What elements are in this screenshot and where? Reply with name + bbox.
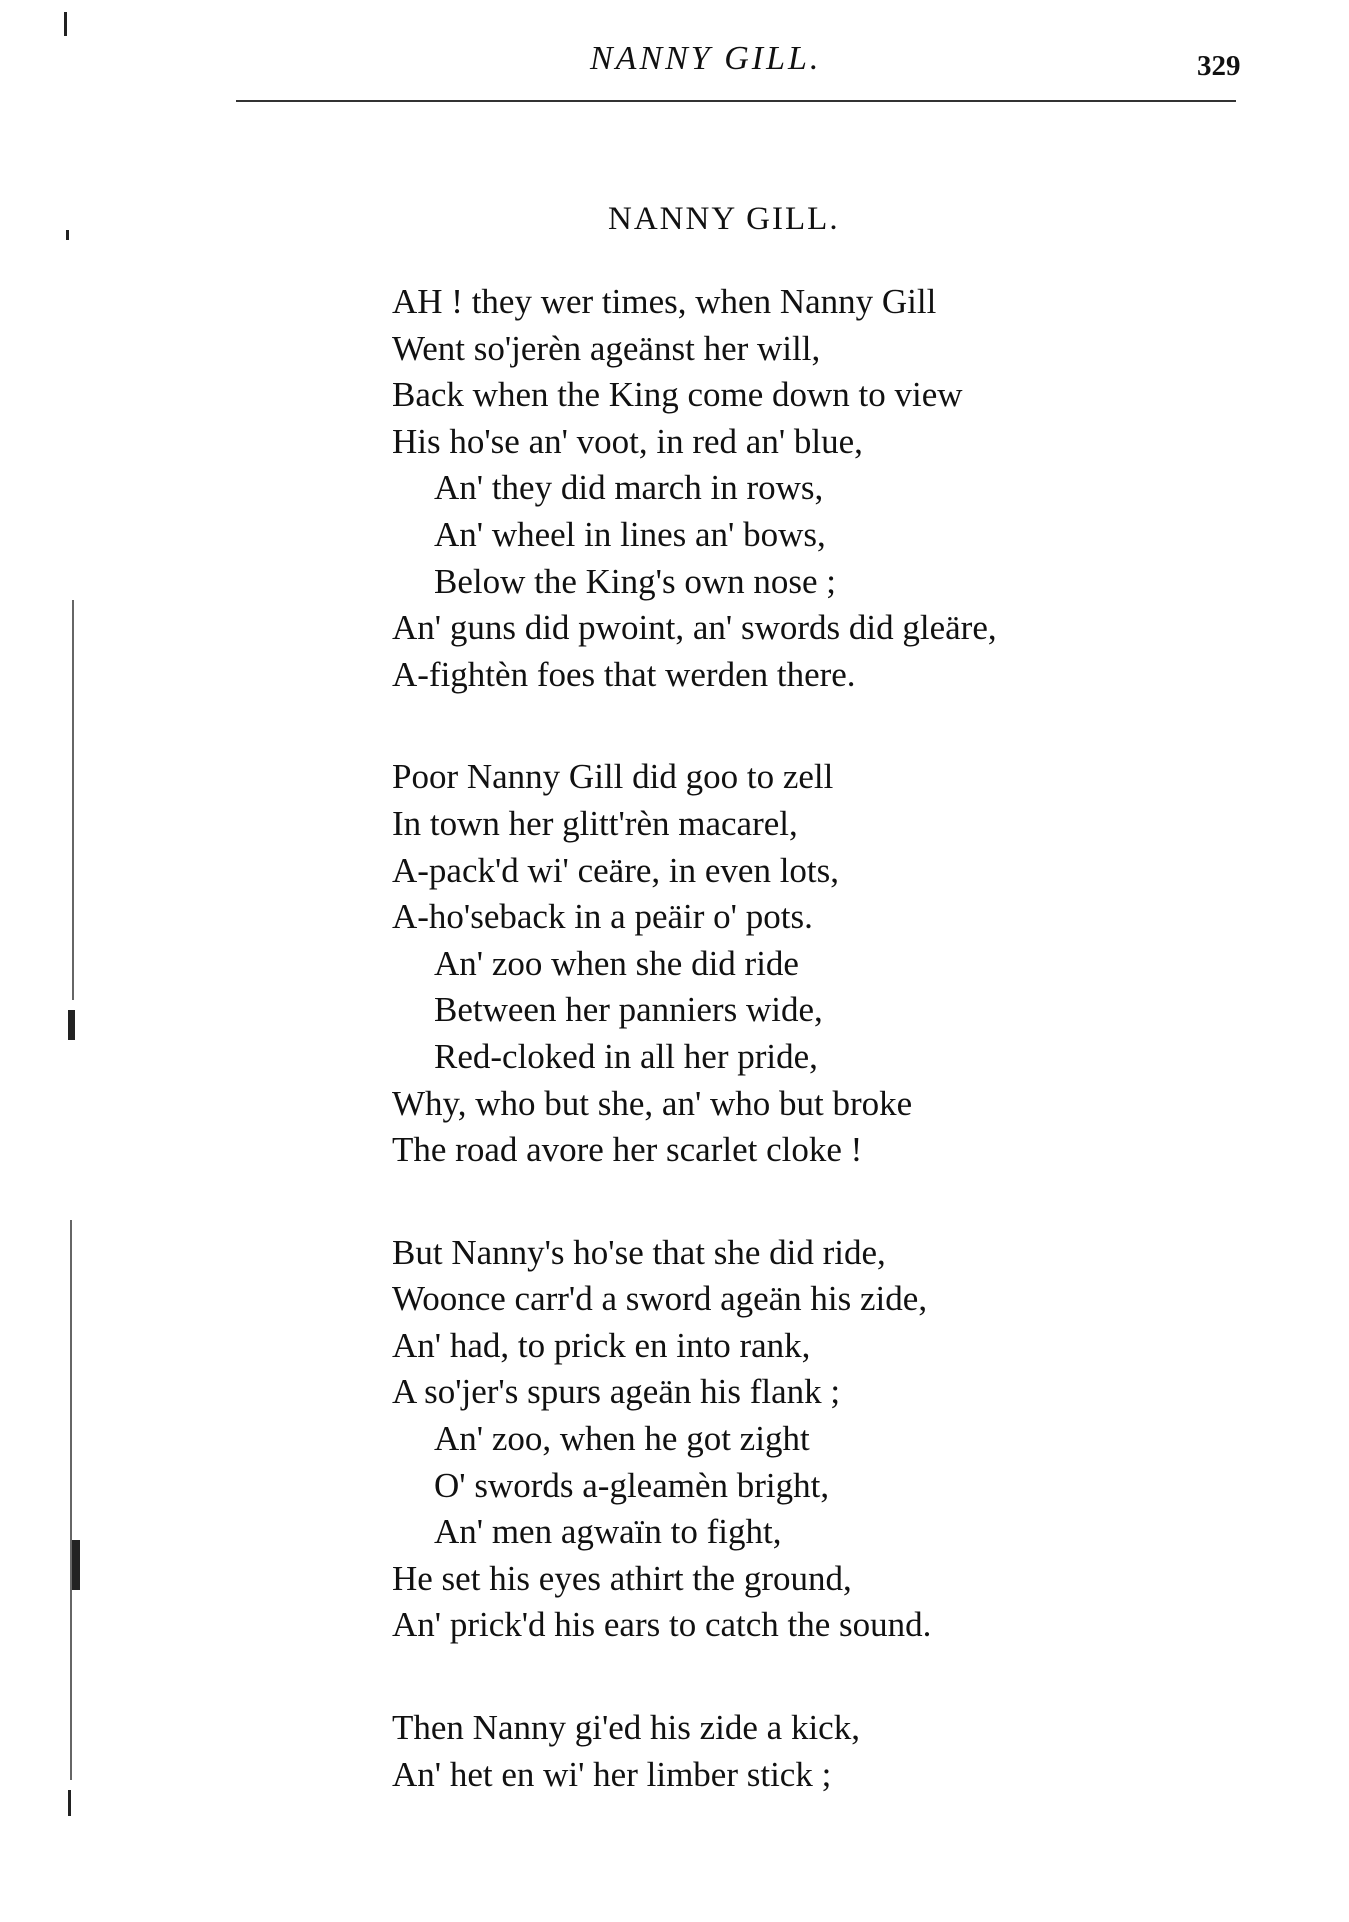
poem-line: An' wheel in lines an' bows, (434, 514, 826, 554)
page-number: 329 (1197, 50, 1241, 82)
poem-line: Woonce carr'd a sword ageän his zide, (392, 1279, 928, 1319)
stanza (392, 1230, 1272, 1649)
margin-mark (72, 600, 74, 1000)
poem-line: Red-cloked in all her pride, (434, 1036, 818, 1076)
poem-line: A so'jer's spurs ageän his flank ; (392, 1372, 841, 1412)
poem-line: An' zoo, when he got zight (434, 1419, 810, 1459)
margin-mark (72, 1540, 80, 1590)
poem-line: He set his eyes athirt the ground, (392, 1558, 852, 1598)
poem-line: In town her glitt'rèn macarel, (392, 803, 798, 843)
stanza (392, 754, 1272, 1173)
margin-mark (68, 1790, 71, 1816)
poem-line: AH ! they wer times, when Nanny Gill (392, 282, 937, 321)
stanza (392, 1705, 1272, 1798)
poem-line: Between her panniers wide, (434, 990, 823, 1030)
poem-line: An' het en wi' her limber stick ; (392, 1754, 832, 1794)
margin-mark (64, 12, 67, 36)
poem-line: An' guns did pwoint, an' swords did gleäre, (392, 608, 997, 648)
poem-line: The road avore her scarlet cloke ! (392, 1130, 863, 1170)
poem-line: Poor Nanny Gill did goo to zell (392, 757, 834, 797)
margin-mark (68, 1010, 75, 1040)
poem-line: Went so'jerèn ageänst her will, (392, 328, 821, 368)
poem-title: NANNY GILL. (608, 201, 840, 237)
poem-line: An' they did march in rows, (434, 468, 824, 508)
poem-line: A-ho'seback in a peäir o' pots. (392, 897, 813, 937)
poem-line: Below the King's own nose ; (434, 561, 836, 601)
poem-line: Then Nanny gi'ed his zide a kick, (392, 1708, 860, 1748)
header-rule (236, 100, 1236, 102)
poem-line: Why, who but she, an' who but broke (392, 1083, 913, 1123)
poem-line: A-fightèn foes that werden there. (392, 654, 856, 694)
running-title: NANNY GILL. (590, 40, 822, 77)
margin-mark (66, 230, 69, 240)
margin-mark (70, 1220, 72, 1780)
poem-body (392, 279, 1272, 1854)
poem-line: O' swords a-gleamèn bright, (434, 1465, 830, 1505)
poem-line: A-pack'd wi' ceäre, in even lots, (392, 850, 840, 890)
poem-line: Back when the King come down to view (392, 375, 963, 415)
poem-line: An' zoo when she did ride (434, 943, 799, 983)
poem-line: An' men agwaïn to fight, (434, 1512, 782, 1552)
poem-line: His ho'se an' voot, in red an' blue, (392, 421, 863, 461)
poem-line: An' had, to prick en into rank, (392, 1325, 811, 1365)
poem-line: An' prick'd his ears to catch the sound. (392, 1605, 932, 1645)
stanza (392, 279, 1272, 698)
poem-line: But Nanny's ho'se that she did ride, (392, 1232, 886, 1272)
